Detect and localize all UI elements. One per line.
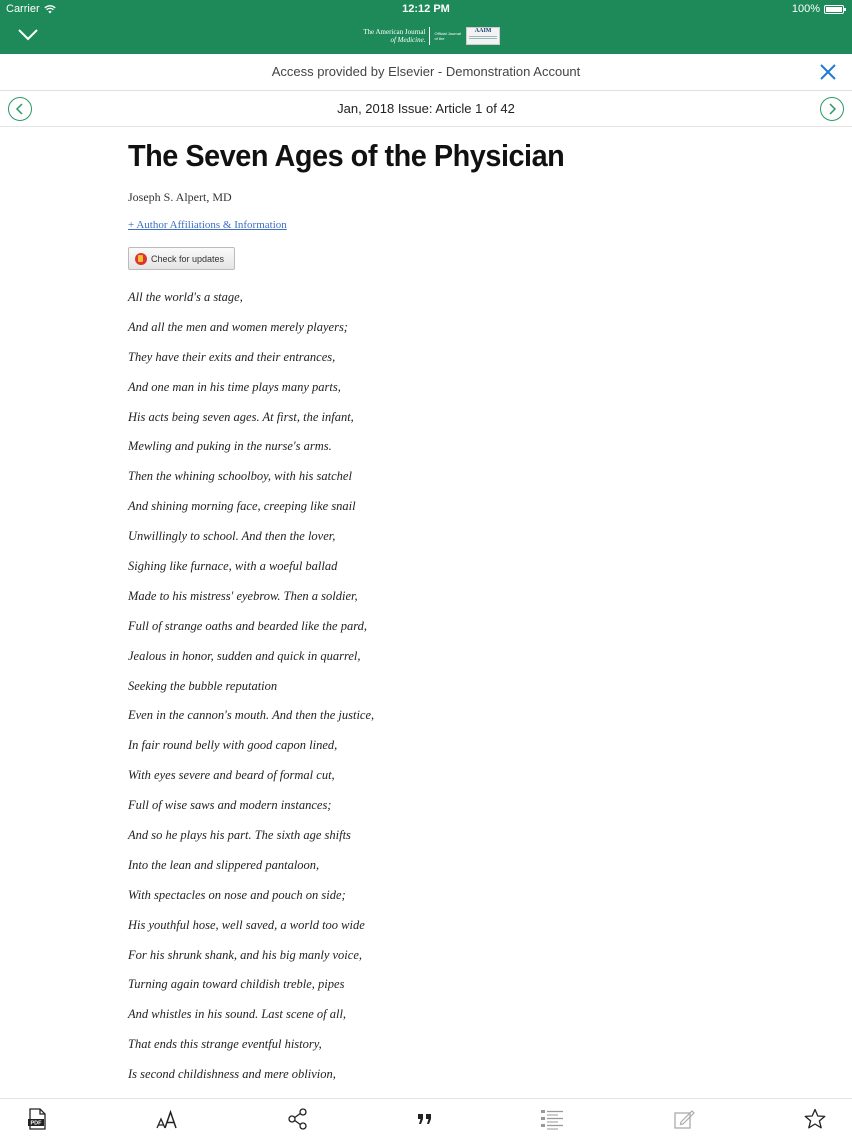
close-icon (818, 62, 838, 82)
article-header (128, 138, 728, 270)
aaim-rule (469, 36, 497, 37)
poem-line: Seeking the bubble reputation (128, 678, 278, 693)
bottom-toolbar (0, 1098, 852, 1136)
share-button[interactable] (286, 1107, 310, 1131)
note-icon (673, 1108, 695, 1130)
issue-position: Jan, 2018 Issue: Article 1 of 42 (337, 101, 515, 116)
font-size-button[interactable] (155, 1107, 179, 1131)
poem-line: And shining morning face, creeping like snail (128, 499, 356, 514)
poem-line: Then the whining schoolboy, with his satchel (128, 469, 352, 484)
poem-line: Made to his mistress' eyebrow. Then a soldier, (128, 588, 358, 603)
status-time: 12:12 PM (402, 3, 450, 15)
access-text: Access provided by Elsevier - Demonstration Account (271, 64, 581, 79)
article-author: Joseph S. Alpert, MD (128, 190, 232, 204)
aaim-badge (466, 27, 500, 45)
poem-line: Is second childishness and mere oblivion, (128, 1067, 336, 1082)
poem-line: His youthful hose, well saved, a world too wide (128, 917, 365, 932)
note-button[interactable] (672, 1107, 696, 1131)
chevron-right-icon (827, 103, 837, 115)
pdf-label: PDF (30, 1120, 42, 1127)
author-affiliations-link[interactable]: + Author Affiliations & Information (128, 219, 287, 231)
battery-percent: 100% (791, 3, 820, 15)
star-icon (804, 1108, 826, 1130)
cite-button[interactable] (413, 1107, 437, 1131)
access-banner (0, 54, 852, 91)
poem-line: Unwillingly to school. And then the lover, (128, 529, 336, 544)
poem-line: All the world's a stage, (128, 290, 243, 304)
carrier-label: Carrier (6, 3, 40, 15)
aaim-text: AAIM (474, 28, 492, 34)
share-icon (287, 1108, 309, 1130)
poem-line: That ends this strange eventful history, (128, 1037, 322, 1052)
status-battery (792, 3, 844, 15)
poem-line: His acts being seven ages. At first, the infant, (128, 409, 354, 424)
poem-line: Full of wise saws and modern instances; (128, 798, 332, 813)
poem-line: Mewling and puking in the nurse's arms. (128, 439, 332, 454)
poem-line: Sighing like furnace, with a woeful ballad (128, 559, 338, 574)
font-size-icon (155, 1108, 179, 1130)
poem-line: Even in the cannon's mouth. And then the justice, (128, 708, 375, 723)
pdf-button[interactable] (25, 1107, 49, 1131)
logo-line-1: The American Journal (363, 28, 426, 36)
poem-line: Turning again toward childish treble, pipes (128, 977, 345, 992)
app-header (0, 0, 852, 54)
poem-line: With eyes severe and beard of formal cut, (128, 768, 335, 783)
outline-list-icon (540, 1108, 564, 1130)
poem-line: Into the lean and slippered pantaloon, (128, 857, 320, 872)
poem-line: For his shrunk shank, and his big manly voice, (128, 947, 363, 962)
battery-icon (824, 5, 844, 14)
collapse-chevron-button[interactable] (16, 24, 40, 46)
logo-line-2: of Medicine. (390, 36, 426, 44)
issue-navigation (0, 91, 852, 127)
outline-button[interactable] (540, 1107, 564, 1131)
poem-line: And all the men and women merely players; (128, 319, 348, 334)
logo-divider (429, 27, 430, 45)
poem-line: In fair round belly with good capon lined, (128, 738, 338, 753)
check-for-updates-button[interactable] (128, 247, 235, 270)
chevron-down-icon (18, 29, 38, 41)
article-title: The Seven Ages of the Physician (128, 138, 565, 173)
article-body (128, 289, 728, 1096)
check-updates-label: Check for updates (151, 253, 225, 264)
poem-line: And whistles in his sound. Last scene of all, (128, 1007, 347, 1022)
journal-logo (352, 25, 500, 47)
logo-title (352, 28, 425, 44)
poem-line: Jealous in honor, sudden and quick in quarrel, (128, 648, 361, 663)
crossmark-icon (135, 253, 147, 265)
favorite-button[interactable] (803, 1107, 827, 1131)
status-bar (0, 0, 852, 18)
poem-line: They have their exits and their entrances, (128, 349, 336, 364)
aaim-rule (469, 38, 497, 39)
next-article-button[interactable] (820, 97, 844, 121)
poem-line: With spectacles on nose and pouch on side; (128, 887, 346, 902)
poem-line: And so he plays his part. The sixth age shifts (128, 828, 351, 843)
close-access-button[interactable] (818, 62, 838, 82)
poem-line: Full of strange oaths and bearded like the pard, (128, 618, 367, 633)
poem-line: And one man in his time plays many parts, (128, 379, 341, 394)
logo-small-text: Official Journal of the (434, 31, 461, 41)
quote-icon (416, 1112, 434, 1126)
pdf-icon (26, 1108, 48, 1130)
